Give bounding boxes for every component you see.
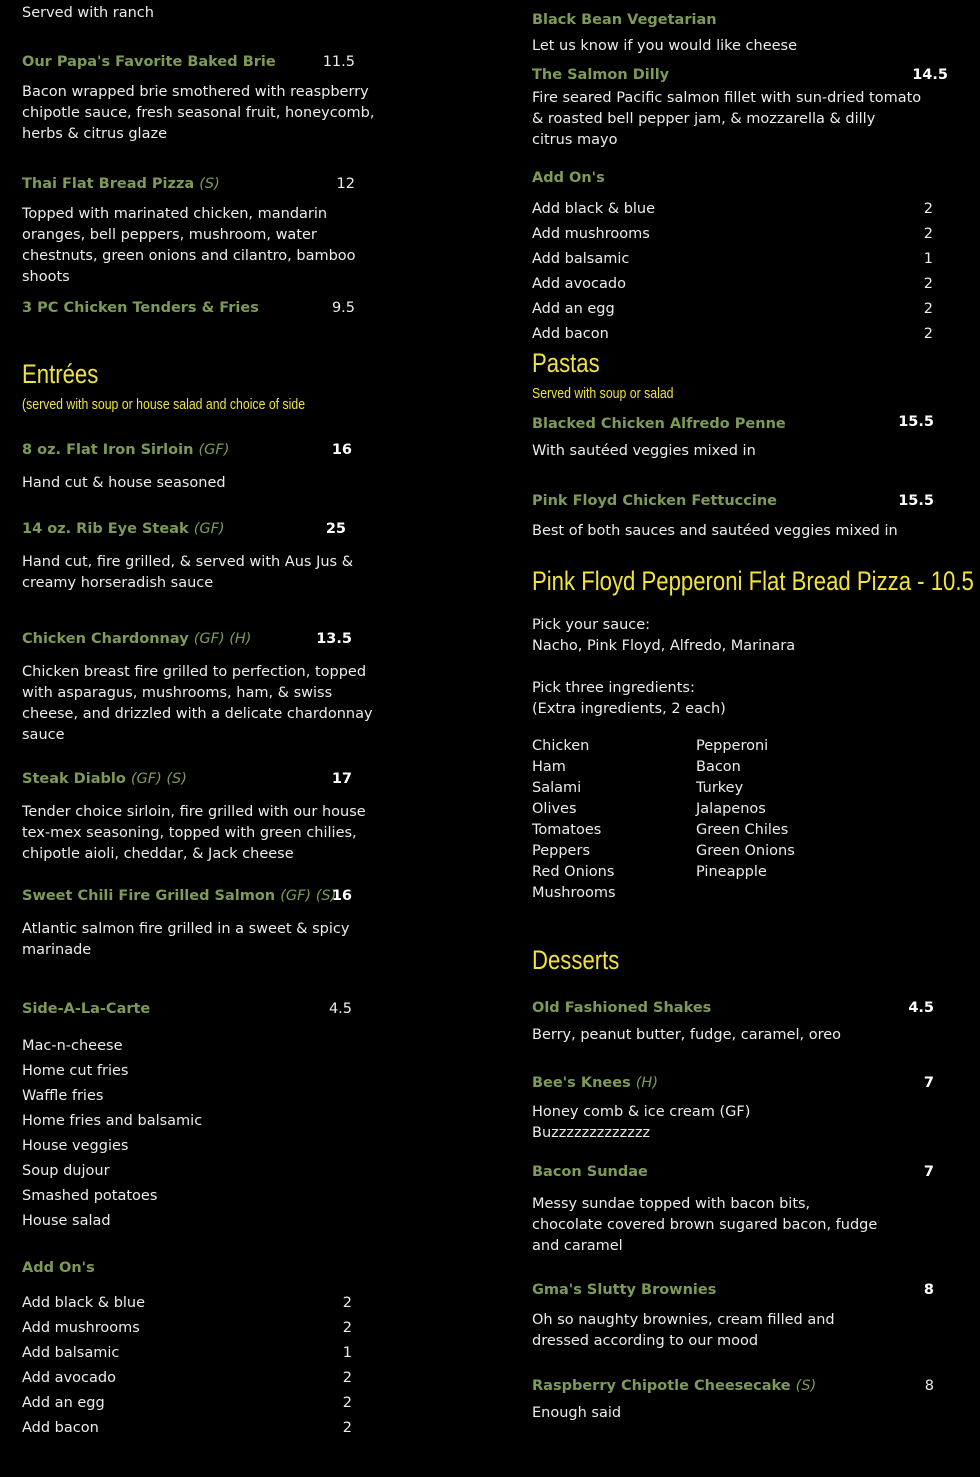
- desc-line: dressed according to our mood: [532, 1333, 759, 1349]
- sauce-choices: [532, 615, 795, 657]
- ingredients-column-2: [696, 736, 795, 883]
- item-shakes: Old Fashioned Shakes: [532, 1000, 712, 1016]
- list-item: Mac-n-cheese: [22, 1038, 123, 1054]
- desc-line: sauce: [22, 727, 65, 743]
- desc-line: Messy sundae topped with bacon bits,: [532, 1196, 811, 1212]
- desc-steak-diablo: [22, 802, 366, 865]
- entrees-subheading: (served with soup or house salad and choice of side: [22, 396, 306, 413]
- list-item: Pepperoni: [696, 738, 769, 754]
- price-cheesecake: 8: [924, 1378, 934, 1394]
- desc-line: tex-mex seasoning, topped with green chilies,: [22, 825, 357, 841]
- desc-line: cheese, and drizzled with a delicate chardonnay: [22, 706, 373, 722]
- list-item: House veggies: [22, 1138, 129, 1154]
- list-item: Add bacon 2: [532, 326, 933, 342]
- item-name: 8 oz. Flat Iron Sirloin: [22, 442, 194, 458]
- ingredients-intro: [532, 678, 726, 720]
- desc-chicken-chardonnay: [22, 662, 373, 746]
- price-baked-brie: 11.5: [322, 54, 355, 70]
- list-item: Mushrooms: [532, 885, 616, 901]
- sauce-options: Nacho, Pink Floyd, Alfredo, Marinara: [532, 638, 796, 654]
- desc-line: chipotle sauce, fresh seasonal fruit, honeycomb,: [22, 105, 375, 121]
- price-pink-floyd-fettuccine: 15.5: [898, 493, 934, 509]
- desc-thai-pizza: [22, 204, 356, 288]
- list-item: Salami: [532, 780, 582, 796]
- price-shakes: 4.5: [908, 1000, 934, 1016]
- desc-black-bean-vegetarian: Let us know if you would like cheese: [532, 38, 798, 54]
- desc-alfredo-penne: With sautéed veggies mixed in: [532, 443, 756, 459]
- desc-bacon-sundae: [532, 1194, 877, 1257]
- list-item: Green Chiles: [696, 822, 789, 838]
- desc-shakes: Berry, peanut butter, fudge, caramel, oreo: [532, 1027, 842, 1043]
- item-modifier: (GF) (S): [280, 888, 337, 904]
- item-steak-diablo: [22, 771, 187, 787]
- price-thai-pizza: 12: [336, 176, 355, 192]
- desc-baked-brie: [22, 82, 375, 145]
- desc-line: and caramel: [532, 1238, 623, 1254]
- desc-line: with asparagus, mushrooms, ham, & swiss: [22, 685, 333, 701]
- item-slutty-brownies: Gma's Slutty Brownies: [532, 1282, 717, 1298]
- item-bacon-sundae: Bacon Sundae: [532, 1164, 648, 1180]
- item-name: 14 oz. Rib Eye Steak: [22, 521, 189, 537]
- item-modifier: (S): [795, 1378, 817, 1394]
- list-item: Add an egg 2: [22, 1395, 352, 1411]
- ingredients-extra-note: (Extra ingredients, 2 each): [532, 701, 726, 717]
- pastas-subheading: Served with soup or salad: [532, 385, 674, 402]
- item-modifier: (GF) (H): [193, 631, 252, 647]
- list-item: Chicken: [532, 738, 590, 754]
- entrees-heading: Entrées: [22, 359, 99, 389]
- desc-line: chocolate covered brown sugared bacon, fudge: [532, 1217, 878, 1233]
- desc-line: herbs & citrus glaze: [22, 126, 168, 142]
- desc-chili-salmon: [22, 919, 349, 961]
- list-item: Red Onions: [532, 864, 615, 880]
- item-ribeye: [22, 521, 225, 537]
- desc-line: Honey comb & ice cream (GF): [532, 1104, 751, 1120]
- price-chicken-chardonnay: 13.5: [316, 631, 352, 647]
- item-baked-brie: Our Papa's Favorite Baked Brie: [22, 54, 276, 70]
- list-item: Bacon: [696, 759, 741, 775]
- list-item: Add mushrooms 2: [22, 1320, 352, 1336]
- desc-line: & roasted bell pepper jam, & mozzarella & dilly: [532, 111, 876, 127]
- list-item: Add balsamic 1: [22, 1345, 352, 1361]
- desc-salmon-dilly: [532, 88, 921, 151]
- list-item: Peppers: [532, 843, 590, 859]
- item-name: Thai Flat Bread Pizza: [22, 176, 195, 192]
- desc-line: chestnuts, green onions and cilantro, bamboo: [22, 248, 356, 264]
- list-item: Green Onions: [696, 843, 795, 859]
- desc-line: creamy horseradish sauce: [22, 575, 214, 591]
- pastas-heading: Pastas: [532, 348, 600, 378]
- item-modifier: (GF): [193, 521, 225, 537]
- list-item: Waffle fries: [22, 1088, 104, 1104]
- item-name: Sweet Chili Fire Grilled Salmon: [22, 888, 276, 904]
- desc-line: Hand cut, fire grilled, & served with Aus Jus &: [22, 554, 354, 570]
- desc-line: oranges, bell peppers, mushroom, water: [22, 227, 317, 243]
- item-salmon-dilly: The Salmon Dilly: [532, 67, 670, 83]
- item-alfredo-penne: Blacked Chicken Alfredo Penne: [532, 416, 786, 432]
- desc-line: chipotle aioli, cheddar, & Jack cheese: [22, 846, 294, 862]
- item-sirloin: [22, 442, 229, 458]
- price-bees-knees: 7: [923, 1075, 934, 1091]
- list-item: Add black & blue 2: [22, 1295, 352, 1311]
- desserts-heading: Desserts: [532, 945, 620, 975]
- list-item: Add avocado 2: [532, 276, 933, 292]
- item-modifier: (H): [635, 1075, 658, 1091]
- right-addons-list: [532, 197, 933, 347]
- price-bacon-sundae: 7: [923, 1164, 934, 1180]
- desc-line: Fire seared Pacific salmon fillet with sun-dried tomato: [532, 90, 922, 106]
- item-chili-salmon: [22, 888, 336, 904]
- item-name: Bee's Knees: [532, 1075, 631, 1091]
- price-alfredo-penne: 15.5: [898, 414, 934, 430]
- desc-pink-floyd-fettuccine: Best of both sauces and sautéed veggies mixed in: [532, 523, 898, 539]
- desc-line: marinade: [22, 942, 92, 958]
- price-slutty-brownies: 8: [923, 1282, 934, 1298]
- list-item: Soup dujour: [22, 1163, 110, 1179]
- item-cheesecake: [532, 1378, 816, 1394]
- list-item: Jalapenos: [696, 801, 766, 817]
- desc-bees-knees: [532, 1102, 750, 1144]
- desc-line: Chicken breast fire grilled to perfection, topped: [22, 664, 367, 680]
- price-chicken-tenders: 9.5: [331, 300, 355, 316]
- price-ribeye: 25: [325, 521, 346, 537]
- list-item: House salad: [22, 1213, 111, 1229]
- desc-line: citrus mayo: [532, 132, 618, 148]
- item-thai-pizza: [22, 176, 220, 192]
- ingredients-label: Pick three ingredients:: [532, 680, 695, 696]
- desc-line: Buzzzzzzzzzzzzz: [532, 1125, 651, 1141]
- list-item: Olives: [532, 801, 577, 817]
- desc-line: Bacon wrapped brie smothered with reaspberry: [22, 84, 369, 100]
- item-modifier: (GF) (S): [130, 771, 187, 787]
- right-addons-heading: Add On's: [532, 170, 605, 186]
- item-bees-knees: [532, 1075, 658, 1091]
- item-side-a-la-carte: Side-A-La-Carte: [22, 1001, 151, 1017]
- item-pink-floyd-fettuccine: Pink Floyd Chicken Fettuccine: [532, 493, 777, 509]
- list-item: Smashed potatoes: [22, 1188, 158, 1204]
- desc-line: Oh so naughty brownies, cream filled and: [532, 1312, 835, 1328]
- item-modifier: (GF): [198, 442, 230, 458]
- list-item: Home cut fries: [22, 1063, 129, 1079]
- desc-line: Tender choice sirloin, fire grilled with our house: [22, 804, 366, 820]
- list-item: Tomatoes: [532, 822, 602, 838]
- price-steak-diablo: 17: [331, 771, 352, 787]
- side-list: [22, 1034, 202, 1234]
- ingredients-column-1: [532, 736, 616, 904]
- desc-sirloin: Hand cut & house seasoned: [22, 475, 226, 491]
- desc-cheesecake: Enough said: [532, 1405, 622, 1421]
- desc-slutty-brownies: [532, 1310, 835, 1352]
- desc-line: shoots: [22, 269, 70, 285]
- list-item: Add balsamic 1: [532, 251, 933, 267]
- left-addons-heading: Add On's: [22, 1260, 95, 1276]
- desc-ribeye: [22, 552, 353, 594]
- served-with-ranch: Served with ranch: [22, 5, 154, 21]
- list-item: Add black & blue 2: [532, 201, 933, 217]
- left-addons-list: [22, 1291, 352, 1441]
- sauce-label: Pick your sauce:: [532, 617, 651, 633]
- list-item: Add an egg 2: [532, 301, 933, 317]
- price-chili-salmon: 16: [331, 888, 352, 904]
- price-salmon-dilly: 14.5: [912, 67, 948, 83]
- price-side-a-la-carte: 4.5: [328, 1001, 352, 1017]
- item-modifier: (S): [199, 176, 220, 192]
- pizza-heading: Pink Floyd Pepperoni Flat Bread Pizza - 10.5: [532, 566, 974, 596]
- item-chicken-chardonnay: [22, 631, 251, 647]
- item-name: Steak Diablo: [22, 771, 126, 787]
- desc-line: Topped with marinated chicken, mandarin: [22, 206, 328, 222]
- list-item: Turkey: [696, 780, 744, 796]
- list-item: Add bacon 2: [22, 1420, 352, 1436]
- item-chicken-tenders: 3 PC Chicken Tenders & Fries: [22, 300, 259, 316]
- list-item: Ham: [532, 759, 566, 775]
- price-sirloin: 16: [331, 442, 352, 458]
- list-item: Home fries and balsamic: [22, 1113, 203, 1129]
- list-item: Add mushrooms 2: [532, 226, 933, 242]
- list-item: Add avocado 2: [22, 1370, 352, 1386]
- list-item: Pineapple: [696, 864, 767, 880]
- desc-line: Atlantic salmon fire grilled in a sweet & spicy: [22, 921, 350, 937]
- item-name: Raspberry Chipotle Cheesecake: [532, 1378, 791, 1394]
- item-name: Chicken Chardonnay: [22, 631, 189, 647]
- item-black-bean-vegetarian: Black Bean Vegetarian: [532, 12, 717, 28]
